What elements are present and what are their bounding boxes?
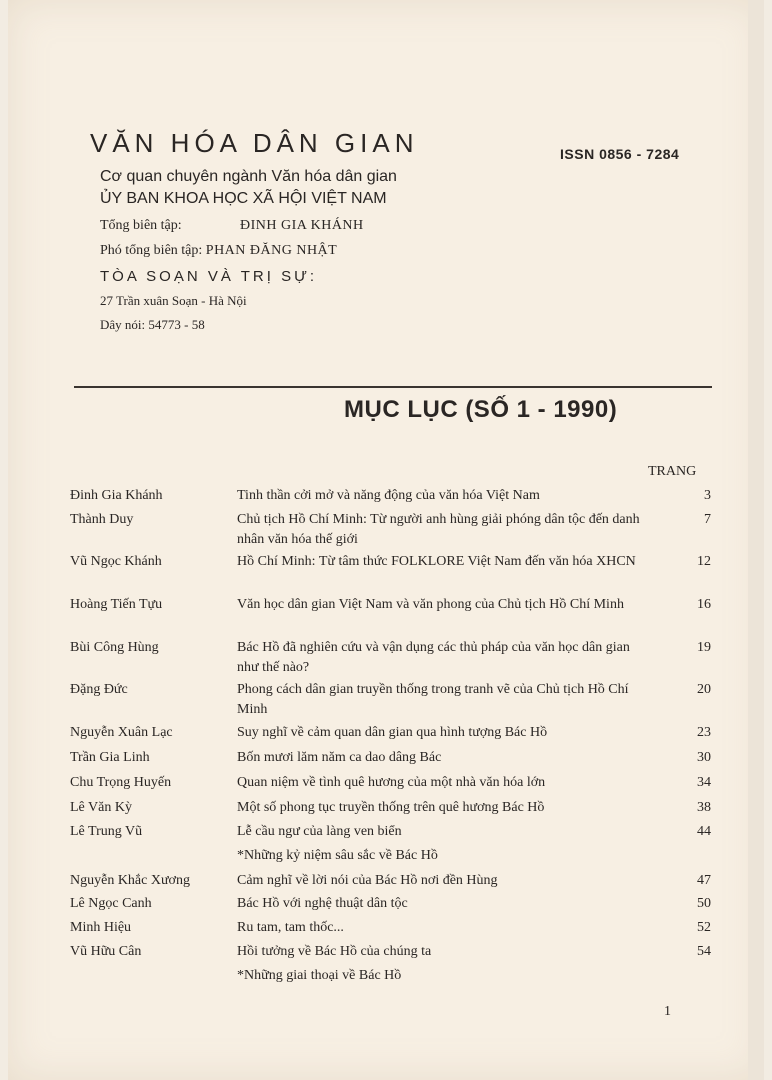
agency-line-2: ỦY BAN KHOA HỌC XÃ HỘI VIỆT NAM: [100, 190, 387, 207]
toc-page: 23: [697, 725, 711, 740]
toc-page: 7: [704, 512, 711, 527]
deputy-line: [100, 243, 337, 259]
toc-page: 20: [697, 682, 711, 697]
editor-role: Tổng biên tập:: [100, 218, 182, 233]
toc-page: 54: [697, 944, 711, 959]
toc-page: 16: [697, 597, 711, 612]
toc-page: 34: [697, 775, 711, 790]
toc-page: 52: [697, 920, 711, 935]
issn: ISSN 0856 - 7284: [560, 146, 680, 162]
toc-article-title: Bác Hồ đã nghiên cứu và vận dụng các thủ pháp của văn học dân gian như thế nào?: [237, 640, 630, 675]
toc-author: Hoàng Tiến Tựu: [70, 597, 163, 612]
document-page: [8, 0, 764, 1080]
toc-article-title: Lễ cầu ngư của làng ven biển: [237, 824, 402, 839]
toc-article-title: Hồi tưởng về Bác Hồ của chúng ta: [237, 944, 432, 959]
toc-author: Chu Trọng Huyến: [70, 775, 172, 790]
deputy-role: Phó tổng biên tập:: [100, 243, 203, 258]
toc-article-title: Văn học dân gian Việt Nam và văn phong của Chủ tịch Hồ Chí Minh: [237, 597, 624, 612]
toc-article-title: Một số phong tục truyền thống trên quê hương Bác Hồ: [237, 800, 545, 815]
toc-article-title: Bác Hồ với nghệ thuật dân tộc: [237, 896, 408, 911]
toc-author: Đặng Đức: [70, 682, 128, 697]
editor-name: ĐINH GIA KHÁNH: [240, 218, 364, 233]
toc-article-title: *Những giai thoại về Bác Hồ: [237, 968, 402, 983]
page-edge: [748, 0, 764, 1080]
toc-article-title: *Những kỷ niệm sâu sắc về Bác Hồ: [237, 848, 438, 863]
journal-title: VĂN HÓA DÂN GIAN: [90, 128, 419, 158]
toc-author: Vũ Hữu Cân: [70, 944, 142, 959]
toc-author: Đinh Gia Khánh: [70, 488, 163, 503]
address: 27 Trần xuân Soạn - Hà Nội: [100, 293, 247, 308]
toc-author: Bùi Công Hùng: [70, 640, 159, 655]
toc-article-title: Quan niệm về tình quê hương của một nhà văn hóa lớn: [237, 775, 546, 790]
toc-author: Minh Hiệu: [70, 920, 132, 935]
deputy-name: PHAN ĐĂNG NHẬT: [205, 243, 338, 258]
toc-page: 47: [697, 873, 711, 888]
toc-article-title: Phong cách dân gian truyền thống trong tranh vẽ của Chủ tịch Hồ Chí Minh: [237, 682, 629, 717]
toc-title: MỤC LỤC (SỐ 1 - 1990): [344, 396, 618, 423]
office-label: TÒA SOẠN VÀ TRỊ SỰ:: [100, 268, 318, 285]
toc-article-title: Suy nghĩ về cảm quan dân gian qua hình tượng Bác Hồ: [237, 725, 548, 740]
toc-page: 12: [697, 554, 711, 569]
toc-author: Nguyễn Xuân Lạc: [70, 725, 173, 740]
page-number: 1: [664, 1004, 671, 1019]
toc-author: Lê Trung Vũ: [70, 824, 143, 839]
toc-author: Vũ Ngọc Khánh: [70, 554, 162, 569]
phone: Dây nói: 54773 - 58: [100, 317, 205, 332]
toc-author: Lê Ngọc Canh: [70, 896, 152, 911]
toc-page: 50: [697, 896, 711, 911]
toc-article-title: Chủ tịch Hồ Chí Minh: Từ người anh hùng giải phóng dân tộc đến danh nhân văn hóa thế giới: [237, 512, 640, 547]
editor-line: [100, 218, 364, 234]
toc-author: Trần Gia Linh: [70, 750, 150, 765]
toc-page: 30: [697, 750, 711, 765]
divider: [74, 386, 712, 388]
toc-page: 38: [697, 800, 711, 815]
toc-article-title: Bốn mươi lăm năm ca dao dâng Bác: [237, 750, 442, 765]
toc-article-title: Tinh thần cởi mở và năng động của văn hóa Việt Nam: [237, 488, 540, 503]
toc-article-title: Ru tam, tam thốc...: [237, 920, 344, 935]
toc-page: 3: [704, 488, 711, 503]
page-column-header: TRANG: [648, 464, 697, 479]
toc-article-title: Cảm nghĩ về lời nói của Bác Hồ nơi đền Hùng: [237, 873, 498, 888]
toc-page: 19: [697, 640, 711, 655]
toc-article-title: Hồ Chí Minh: Từ tâm thức FOLKLORE Việt Nam đến văn hóa XHCN: [237, 554, 636, 569]
toc-author: Lê Văn Kỳ: [70, 800, 132, 815]
toc-author: Thành Duy: [70, 512, 134, 527]
toc-page: 44: [697, 824, 711, 839]
agency-line-1: Cơ quan chuyên ngành Văn hóa dân gian: [100, 168, 397, 185]
toc-author: Nguyễn Khắc Xương: [70, 873, 190, 888]
